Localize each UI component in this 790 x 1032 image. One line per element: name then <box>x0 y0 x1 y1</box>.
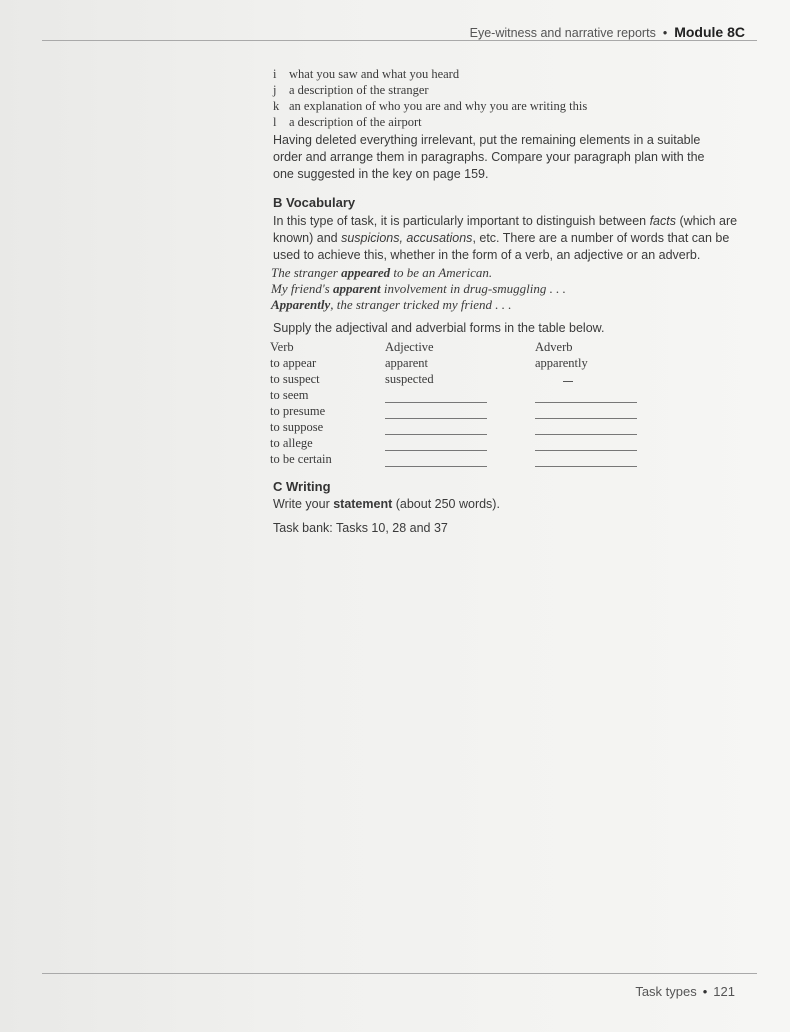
running-title: Eye-witness and narrative reports <box>469 26 656 40</box>
answer-blank <box>385 466 487 467</box>
example-sentence: My friend's apparent involvement in drug-smuggling . . . <box>271 281 566 296</box>
task-bank: Task bank: Tasks 10, 28 and 37 <box>273 521 448 535</box>
section-b-heading: B Vocabulary <box>273 195 356 210</box>
section-c-heading: C Writing <box>273 479 331 494</box>
answer-blank <box>535 450 637 451</box>
adjective-column <box>385 339 434 387</box>
example-sentences <box>271 265 566 313</box>
running-header <box>470 24 745 40</box>
module-label: Module 8C <box>674 24 745 40</box>
paragraph-plan-text: Having deleted everything irrelevant, put the remaining elements in a suitable order and arrange them in paragraphs. Compare your paragraph plan with the one suggested in the key on page 159. <box>273 133 705 181</box>
answer-blank <box>385 434 487 435</box>
list-item: i what you saw and what you heard <box>273 67 460 81</box>
table-instruction: Supply the adjectival and adverbial forms in the table below. <box>273 321 605 335</box>
adjective-cell: suspected <box>385 372 434 386</box>
element-list <box>273 66 587 130</box>
column-header-adverb: Adverb <box>535 340 573 354</box>
section-c-instruction: Write your statement (about 250 words). <box>273 497 500 511</box>
verb-column <box>270 339 332 467</box>
verb-cell: to suspect <box>270 372 320 386</box>
answer-blank <box>535 402 637 403</box>
answer-blank <box>385 450 487 451</box>
footer-bullet: • <box>702 984 708 999</box>
running-footer <box>635 984 735 999</box>
verb-cell: to presume <box>270 404 326 418</box>
column-header-adjective: Adjective <box>385 340 434 354</box>
verb-cell: to be certain <box>270 452 332 466</box>
answer-blank <box>535 434 637 435</box>
verb-cell: to suppose <box>270 420 324 434</box>
answer-blank <box>535 418 637 419</box>
list-item: j a description of the stranger <box>273 83 429 97</box>
verb-cell: to allege <box>270 436 313 450</box>
verb-cell: to appear <box>270 356 317 370</box>
adverb-dash <box>563 381 573 382</box>
header-bullet: • <box>662 26 668 40</box>
example-sentence: The stranger appeared to be an American. <box>271 265 493 280</box>
verb-cell: to seem <box>270 388 309 402</box>
adverb-column <box>535 339 588 371</box>
footer-rule <box>42 973 757 974</box>
adverb-cell: apparently <box>535 356 588 370</box>
adjective-cell: apparent <box>385 356 429 370</box>
section-b-intro: In this type of task, it is particularly important to distinguish between facts (which are known) and suspicions, accusations, etc. There are a number of words that can be used to achieve this, whether in the form of a verb, an adjective or an adverb. <box>273 214 738 262</box>
list-item: k an explanation of who you are and why you are writing this <box>273 99 588 113</box>
page-number: 121 <box>713 984 735 999</box>
column-header-verb: Verb <box>270 340 294 354</box>
example-sentence: Apparently, the stranger tricked my friend . . . <box>271 297 512 312</box>
footer-label: Task types <box>635 984 697 999</box>
answer-blank <box>535 466 637 467</box>
list-item: l a description of the airport <box>273 115 422 129</box>
answer-blank <box>385 418 487 419</box>
answer-blank <box>385 402 487 403</box>
header-rule <box>42 40 757 41</box>
